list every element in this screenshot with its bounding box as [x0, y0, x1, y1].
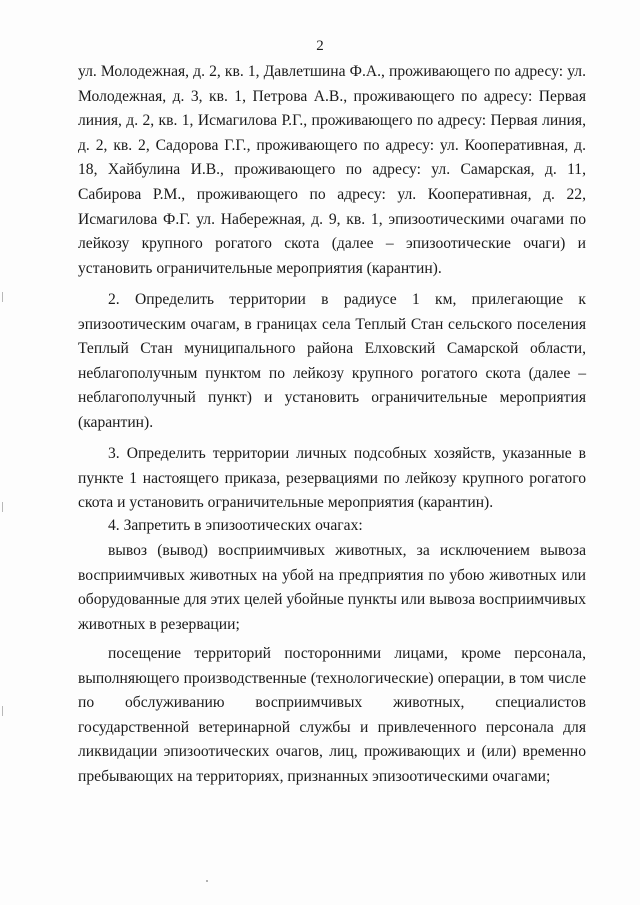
scan-margin-mark [2, 706, 3, 716]
paragraph-text: вывоз (вывод) восприимчивых животных, за исключением вывоза восприимчивых животных на убой на предприятия по убою животных или оборудованные для этих целей убойные пункты или вывоза восприимчивых животных в резервации; [78, 542, 586, 633]
paragraph-text: посещение территорий посторонними лицами, кроме персонала, выполняющего производственные (технологические) операции, в том числе по обслуживанию восприимчивых животных, специалистов государственной ветеринарной службы и привлеченного персонала для ликвидации эпизоотических очагов, лиц, проживающих и (или) временно пребывающих на территориях, признанных эпизоотическими очагами; [78, 645, 586, 785]
paragraph-2-infected-zone [78, 288, 586, 436]
paragraph-4-prohibitions-heading [78, 514, 586, 539]
paragraph-prohibition-removal [78, 539, 586, 637]
scan-speck [206, 880, 208, 882]
paragraph-text: 4. Запретить в эпизоотических очагах: [108, 517, 363, 534]
paragraph-text: 3. Определить территории личных подсобных хозяйств, указанные в пункте 1 настоящего приказа, резервациями по лейкозу крупного рогатого скота и установить ограничительные мероприятия (карантин). [78, 445, 586, 512]
paragraph-prohibition-visits [78, 642, 586, 790]
paragraph-text: ул. Молодежная, д. 2, кв. 1, Давлетшина Ф.А., проживающего по адресу: ул. Молодежная, д. 3, кв. 1, Петрова А.В., проживающего по адресу: Первая линия, д. 2, кв. 1, Исмагилова Р.Г., проживающего по адресу: Первая линия, д. 2, кв. 2, Садорова Г.Г., проживающего по адресу: ул. Кооперативная, д. 18, Хайбулина И.В., проживающего по адресу: ул. Самарская, д. 11, Сабирова Р.М., проживающего по адресу: ул. Кооперативная, д. 22, Исмагилова Ф.Г. ул. Набережная, д. 9, кв. 1, эпизоотическими очагами по лейкозу крупного рогатого скота (далее – эпизоотические очаги) и установить ограничительные мероприятия (карантин). [78, 63, 586, 277]
page-number: 2 [316, 38, 324, 54]
paragraph-text: 2. Определить территории в радиусе 1 км, прилегающие к эпизоотическим очагам, в границах села Теплый Стан сельского поселения Теплый Стан муниципального района Елховский Самарской области, неблагополучным пунктом по лейкозу крупного рогатого скота (далее – неблагополучный пункт) и установить ограничительные мероприятия (карантин). [78, 291, 586, 431]
paragraph-1-continuation [78, 60, 586, 281]
paragraph-3-reservations [78, 442, 586, 516]
scan-margin-mark [2, 502, 3, 512]
scan-margin-mark [2, 292, 3, 302]
